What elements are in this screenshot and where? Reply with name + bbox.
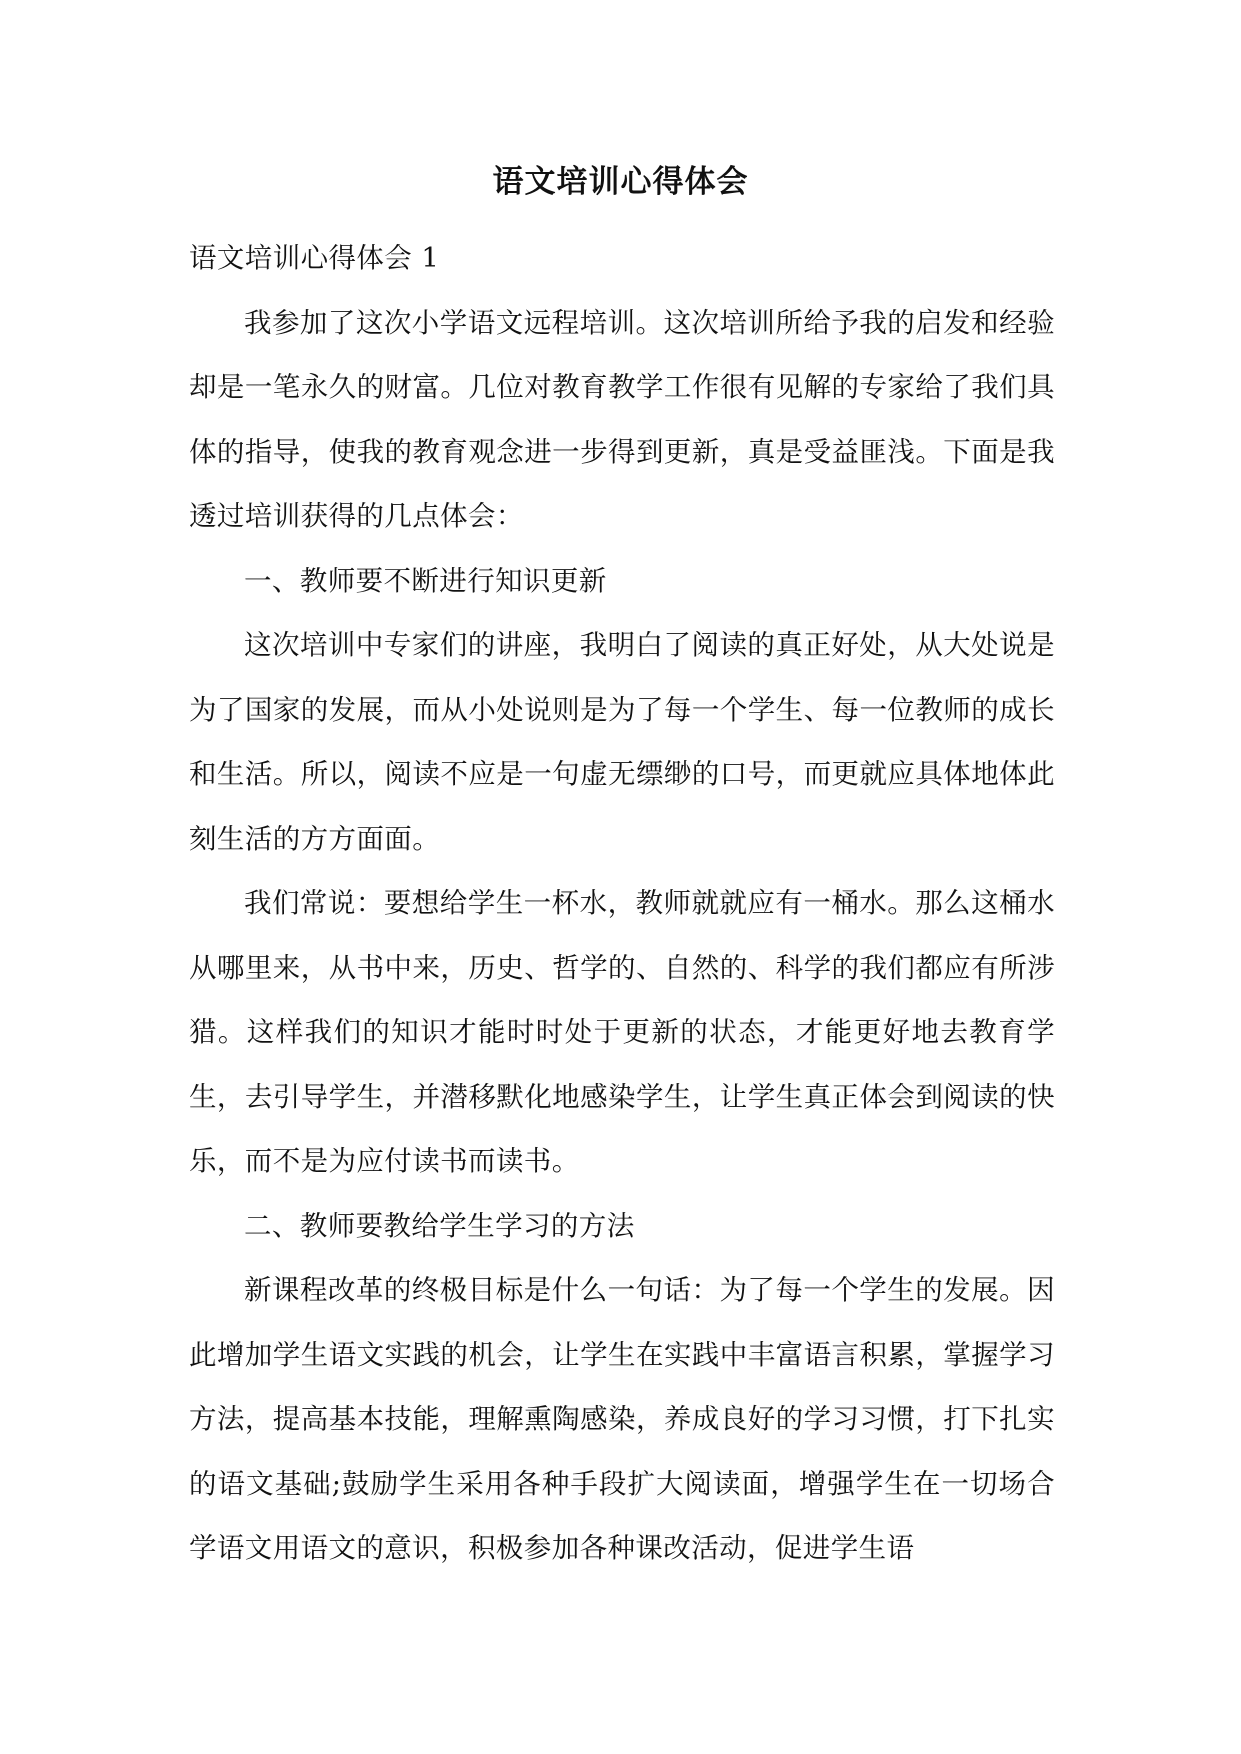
document-title: 语文培训心得体会 [492,164,749,200]
document-body [189,226,1055,1581]
section-heading: 语文培训心得体会 1 [189,242,440,274]
subheading-knowledge-update: 一、教师要不断进行知识更新 [244,564,607,597]
paragraph-curriculum-reform: 新课程改革的终极目标是什么一句话：为了每一个学生的发展。因此增加学生语文实践的机会，让学生在实践中丰富语言积累，掌握学习方法，提高基本技能，理解熏陶感染，养成良好的学习习惯，打下扎实的语文基础;鼓励学生采用各种手段扩大阅读面，增强学生在一切场合学语文用语文的意识，积极参加各种课改活动，促进学生语 [189,1274,1055,1564]
subheading-learning-methods: 二、教师要教给学生学习的方法 [244,1209,635,1242]
paragraph-intro: 我参加了这次小学语文远程培训。这次培训所给予我的启发和经验却是一笔永久的财富。几位对教育教学工作很有见解的专家给了我们具体的指导，使我的教育观念进一步得到更新，真是受益匪浅。下面是我透过培训获得的几点体会： [189,306,1055,532]
paragraph-bucket-of-water: 我们常说：要想给学生一杯水，教师就就应有一桶水。那么这桶水从哪里来，从书中来，历史、哲学的、自然的、科学的我们都应有所涉猎。这样我们的知识才能时时处于更新的状态，才能更好地去教育学生，去引导学生，并潜移默化地感染学生，让学生真正体会到阅读的快乐，而不是为应付读书而读书。 [189,887,1055,1177]
paragraph-reading: 这次培训中专家们的讲座，我明白了阅读的真正好处，从大处说是为了国家的发展，而从小处说则是为了每一个学生、每一位教师的成长和生活。所以，阅读不应是一句虚无缥缈的口号，而更就应具体地体此刻生活的方方面面。 [189,629,1055,855]
